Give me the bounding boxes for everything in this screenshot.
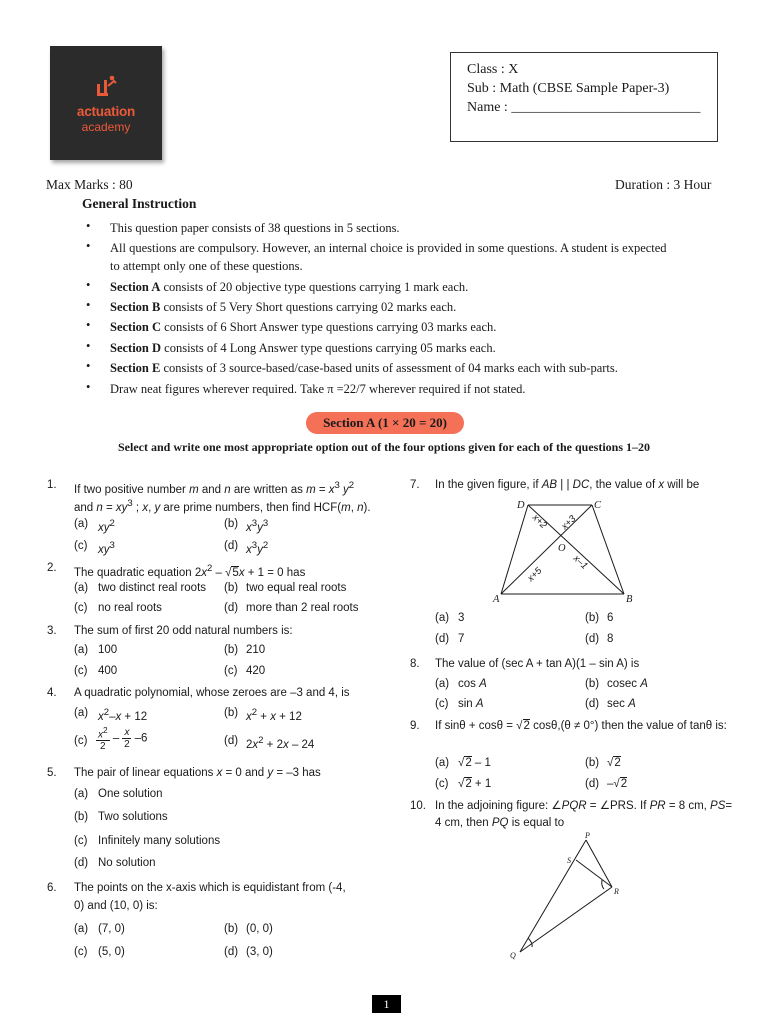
instruction-item: Section E consists of 3 source-based/case-based units of assessment of 04 marks each with sub-parts. xyxy=(110,361,618,375)
logo-text-academy: academy xyxy=(81,120,131,134)
option-label: (b) xyxy=(224,923,239,935)
q3-option-a[interactable]: 100 xyxy=(98,644,118,656)
bullet: • xyxy=(86,318,91,332)
option-label: (d) xyxy=(585,633,600,645)
option-label: (b) xyxy=(585,678,600,690)
q7-option-c[interactable]: 7 xyxy=(458,633,465,645)
vertex-q: Q xyxy=(510,951,516,960)
bullet: • xyxy=(86,380,91,394)
section-instruction: Select and write one most appropriate option out of the four options given for each of the questions 1–20 xyxy=(118,440,650,454)
instruction-item-continued: to attempt only one of these questions. xyxy=(110,259,303,273)
q8-option-c[interactable]: sin A xyxy=(458,698,484,710)
question-1-text: If two positive number m and n are written as $m = x^3$ $y^2$ xyxy=(74,480,355,496)
vertex-d: D xyxy=(517,500,525,511)
instruction-item: Draw neat figures wherever required. Take π =22/7 wherever required if not stated. xyxy=(110,382,526,396)
question-5-text: The pair of linear equations x = 0 and y = –3 has xyxy=(74,767,321,779)
q1-option-b[interactable]: $x^3y^3$ xyxy=(246,518,269,534)
q9-option-c[interactable]: √2 + 1 xyxy=(458,778,492,790)
q4-option-a[interactable]: $x^2-x + 12$ xyxy=(98,707,148,723)
page-number: 1 xyxy=(372,995,401,1013)
option-label: (b) xyxy=(74,811,89,823)
q5-option-a[interactable]: One solution xyxy=(98,788,163,800)
question-7-text: In the given figure, if AB | | DC, the value of x will be xyxy=(435,479,700,491)
question-8-text: The value of (sec A + tan A)(1 – sin A) is xyxy=(435,658,640,670)
question-4-text: A quadratic polynomial, whose zeroes are –3 and 4, is xyxy=(74,687,350,699)
q2-option-b[interactable]: two equal real roots xyxy=(246,582,347,594)
q9-option-a[interactable]: √2 – 1 xyxy=(458,757,491,769)
question-number: 1. xyxy=(47,479,57,491)
figure-segment-sr xyxy=(576,860,612,887)
instructions-title: General Instruction xyxy=(82,196,197,211)
option-label: (a) xyxy=(74,788,89,800)
q5-option-c[interactable]: Infinitely many solutions xyxy=(98,835,221,847)
bullet: • xyxy=(86,278,91,292)
class-label: Class : X xyxy=(467,62,519,77)
bullet: • xyxy=(86,359,91,373)
option-label: (a) xyxy=(74,644,89,656)
figure-side-qr xyxy=(520,887,612,952)
section-a-badge: Section A (1 × 20 = 20) xyxy=(306,412,464,434)
q3-option-c[interactable]: 400 xyxy=(98,665,118,677)
label-x-plus-5: x+5 xyxy=(525,565,545,585)
instruction-item: Section B consists of 5 Very Short questions carrying 02 marks each. xyxy=(110,300,457,314)
q7-option-d[interactable]: 8 xyxy=(607,633,614,645)
q9-option-b[interactable]: √2 xyxy=(607,757,621,769)
q2-option-a[interactable]: two distinct real roots xyxy=(98,582,207,594)
bullet: • xyxy=(86,298,91,312)
question-6-text: The points on the x-axis which is equidistant from (-4, xyxy=(74,882,346,894)
option-label: (c) xyxy=(74,735,88,747)
figure-side-pr xyxy=(586,840,612,887)
question-1-text-line2: and $n = xy^3$ ; x, y are prime numbers, then find HCF(m, n). xyxy=(74,498,371,514)
q4-option-c[interactable]: $\frac{x^2}{2}$ – $\frac{x}{2}$ –6 xyxy=(98,725,148,753)
bullet: • xyxy=(86,219,91,233)
option-label: (c) xyxy=(435,778,449,790)
q6-option-a[interactable]: (7, 0) xyxy=(98,923,125,935)
max-marks: Max Marks : 80 xyxy=(46,177,133,192)
label-x-minus-1: x–1 xyxy=(570,553,590,572)
label-x-plus-2: x+2 xyxy=(529,512,549,531)
instruction-item: Section C consists of 6 Short Answer type questions carrying 03 marks each. xyxy=(110,320,497,334)
q8-option-b[interactable]: cosec A xyxy=(607,678,648,690)
option-label: (d) xyxy=(224,602,239,614)
q1-option-c[interactable]: $xy^3$ xyxy=(98,540,115,556)
option-label: (c) xyxy=(74,946,88,958)
duration: Duration : 3 Hour xyxy=(615,177,712,192)
question-6-text-line2: 0) and (10, 0) is: xyxy=(74,900,158,912)
subject-label: Sub : Math (CBSE Sample Paper-3) xyxy=(467,81,670,96)
option-label: (a) xyxy=(74,923,89,935)
question-number: 10. xyxy=(410,800,426,812)
instruction-item: All questions are compulsory. However, an internal choice is provided in some questions. A student is expected xyxy=(110,241,667,255)
q6-option-c[interactable]: (5, 0) xyxy=(98,946,125,958)
option-label: (d) xyxy=(224,946,239,958)
q2-option-d[interactable]: more than 2 real roots xyxy=(246,602,359,614)
bullet: • xyxy=(86,339,91,353)
question-number: 4. xyxy=(47,687,57,699)
question-number: 9. xyxy=(410,720,420,732)
question-number: 5. xyxy=(47,767,57,779)
option-label: (a) xyxy=(435,678,450,690)
q6-option-d[interactable]: (3, 0) xyxy=(246,946,273,958)
academy-logo-icon xyxy=(92,72,122,102)
option-label: (b) xyxy=(585,757,600,769)
figure-side-qp xyxy=(520,840,586,952)
option-label: (b) xyxy=(224,582,239,594)
option-label: (a) xyxy=(435,757,450,769)
q7-option-a[interactable]: 3 xyxy=(458,612,465,624)
q4-option-d[interactable]: $2x^2 + 2x - 24$ xyxy=(246,735,315,751)
student-info-box xyxy=(450,52,718,142)
logo-text-actuation: actuation xyxy=(76,104,136,119)
question-number: 7. xyxy=(410,479,420,491)
q9-option-d[interactable]: –√2 xyxy=(607,778,628,790)
question-9-text: If sinθ + cosθ = √2 cosθ,(θ ≠ 0°) then the value of tanθ is: xyxy=(435,720,727,732)
option-label: (d) xyxy=(585,778,600,790)
option-label: (a) xyxy=(435,612,450,624)
name-field[interactable]: Name : ___________________________ xyxy=(467,100,701,115)
option-label: (c) xyxy=(74,835,88,847)
option-label: (c) xyxy=(224,665,238,677)
q5-option-d[interactable]: No solution xyxy=(98,857,156,869)
option-label: (b) xyxy=(224,707,239,719)
option-label: (d) xyxy=(224,735,239,747)
trapezium-figure xyxy=(490,496,640,606)
q7-option-b[interactable]: 6 xyxy=(607,612,614,624)
q3-option-d[interactable]: 420 xyxy=(246,665,266,677)
instruction-item: This question paper consists of 38 questions in 5 sections. xyxy=(110,221,400,235)
q8-option-d[interactable]: sec A xyxy=(607,698,636,710)
option-label: (a) xyxy=(74,518,89,530)
option-label: (d) xyxy=(585,698,600,710)
question-number: 3. xyxy=(47,625,57,637)
option-label: (c) xyxy=(74,602,88,614)
q8-option-a[interactable]: cos A xyxy=(458,678,487,690)
q2-option-c[interactable]: no real roots xyxy=(98,602,162,614)
q1-option-a[interactable]: $xy^2$ xyxy=(98,518,115,534)
q6-option-b[interactable]: (0, 0) xyxy=(246,923,273,935)
bullet: • xyxy=(86,239,91,253)
figure-side-bc xyxy=(592,505,624,594)
vertex-s: S xyxy=(567,856,571,865)
q5-option-b[interactable]: Two solutions xyxy=(98,811,168,823)
question-3-text: The sum of first 20 odd natural numbers is: xyxy=(74,625,293,637)
vertex-c: C xyxy=(594,500,602,511)
vertex-r: R xyxy=(614,887,619,896)
actuation-academy-logo xyxy=(50,46,162,160)
label-x-plus-3: x+3 xyxy=(559,513,579,533)
option-label: (a) xyxy=(74,707,89,719)
triangle-pqr-figure xyxy=(500,830,630,965)
option-label: (c) xyxy=(435,698,449,710)
vertex-a: A xyxy=(493,594,500,605)
vertex-b: B xyxy=(626,594,633,605)
option-label: (d) xyxy=(435,633,450,645)
option-label: (c) xyxy=(74,540,88,552)
option-label: (c) xyxy=(74,665,88,677)
instruction-item: Section D consists of 4 Long Answer type questions carrying 05 marks each. xyxy=(110,341,496,355)
option-label: (b) xyxy=(224,518,239,530)
option-label: (d) xyxy=(224,540,239,552)
option-label: (b) xyxy=(585,612,600,624)
question-number: 6. xyxy=(47,882,57,894)
option-label: (b) xyxy=(224,644,239,656)
option-label: (d) xyxy=(74,857,89,869)
question-2-text: The quadratic equation $2x^2 - √5x + 1 = 0$ has xyxy=(74,563,306,579)
q3-option-b[interactable]: 210 xyxy=(246,644,266,656)
point-o: O xyxy=(558,543,566,554)
q4-option-b[interactable]: $x^2 + x + 12$ xyxy=(246,707,302,723)
instruction-item: Section A consists of 20 objective type questions carrying 1 mark each. xyxy=(110,280,469,294)
vertex-p: P xyxy=(585,831,590,840)
question-10-text: In the adjoining figure: ∠PQR = ∠PRS. If PR = 8 cm, PS= 4 cm, then PQ is equal to xyxy=(435,800,733,829)
question-number: 8. xyxy=(410,658,420,670)
question-number: 2. xyxy=(47,562,57,574)
q1-option-d[interactable]: $x^3y^2$ xyxy=(246,540,269,556)
option-label: (a) xyxy=(74,582,89,594)
